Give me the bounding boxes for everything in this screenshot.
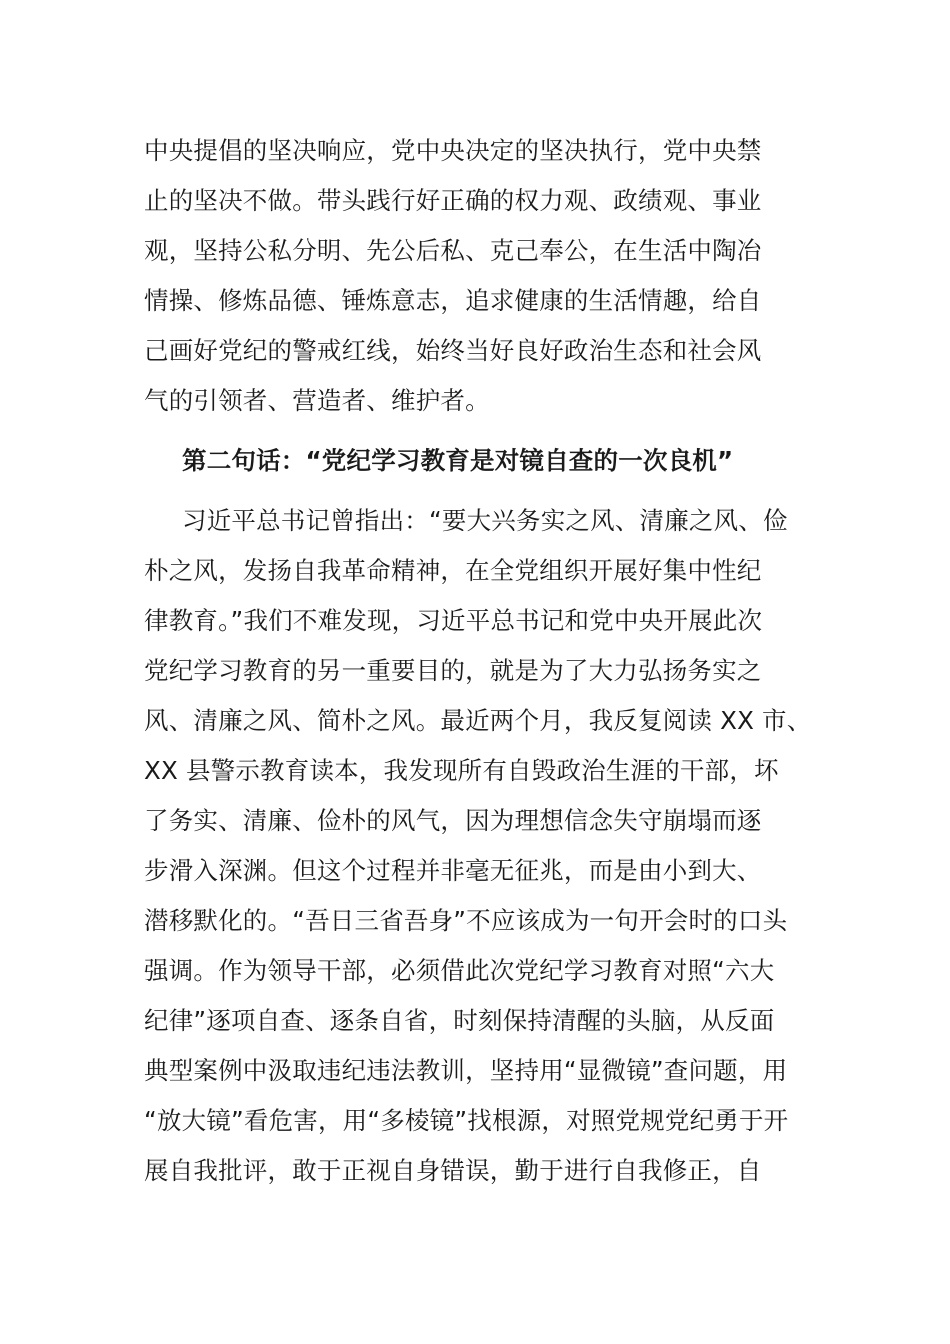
paragraph-2-line: 了务实、清廉、俭朴的风气，因为理想信念失守崩塌而逐: [144, 806, 762, 835]
paragraph-2-line: XX 县警示教育读本，我发现所有自毁政治生涯的干部，坏: [144, 756, 779, 785]
paragraph-2-line: 朴之风，发扬自我革命精神，在全党组织开展好集中性纪: [144, 556, 762, 585]
paragraph-1-line: 情操、修炼品德、锤炼意志，追求健康的生活情趣，给自: [144, 286, 762, 315]
paragraph-1-line: 止的坚决不做。带头践行好正确的权力观、政绩观、事业: [144, 186, 762, 215]
section-heading: 第二句话：“党纪学习教育是对镜自查的一次良机”: [182, 446, 734, 475]
paragraph-2-line: 步滑入深渊。但这个过程并非毫无征兆，而是由小到大、: [144, 856, 762, 885]
paragraph-1-line: 己画好党纪的警戒红线，始终当好良好政治生态和社会风: [144, 336, 762, 365]
paragraph-2-line: 律教育。”我们不难发现，习近平总书记和党中央开展此次: [144, 606, 763, 635]
paragraph-2-line: 强调。作为领导干部，必须借此次党纪学习教育对照“六大: [144, 956, 775, 985]
paragraph-1-line: 中央提倡的坚决响应，党中央决定的坚决执行，党中央禁: [144, 136, 762, 165]
paragraph-2-line: 展自我批评，敢于正视自身错误，勤于进行自我修正，自: [144, 1156, 762, 1185]
paragraph-2: [144, 496, 812, 1196]
paragraph-1-line: 观，坚持公私分明、先公后私、克己奉公，在生活中陶冶: [144, 236, 762, 265]
paragraph-2-line: 习近平总书记曾指出：“要大兴务实之风、清廉之风、俭: [182, 506, 788, 535]
paragraph-2-line: “放大镜”看危害，用“多棱镜”找根源，对照党规党纪勇于开: [144, 1106, 789, 1135]
document-page: [144, 126, 812, 1196]
paragraph-2-line: 典型案例中汲取违纪违法教训，坚持用“显微镜”查问题，用: [144, 1056, 788, 1085]
paragraph-2-line: 风、清廉之风、简朴之风。最近两个月，我反复阅读 XX 市、: [144, 706, 812, 735]
paragraph-2-line: 党纪学习教育的另一重要目的，就是为了大力弘扬务实之: [144, 656, 762, 685]
paragraph-1: [144, 126, 808, 426]
paragraph-1-line: 气的引领者、营造者、维护者。: [144, 386, 490, 415]
paragraph-2-line: 潜移默化的。“吾日三省吾身”不应该成为一句开会时的口头: [144, 906, 788, 935]
paragraph-2-line: 纪律”逐项自查、逐条自省，时刻保持清醒的头脑，从反面: [144, 1006, 775, 1035]
